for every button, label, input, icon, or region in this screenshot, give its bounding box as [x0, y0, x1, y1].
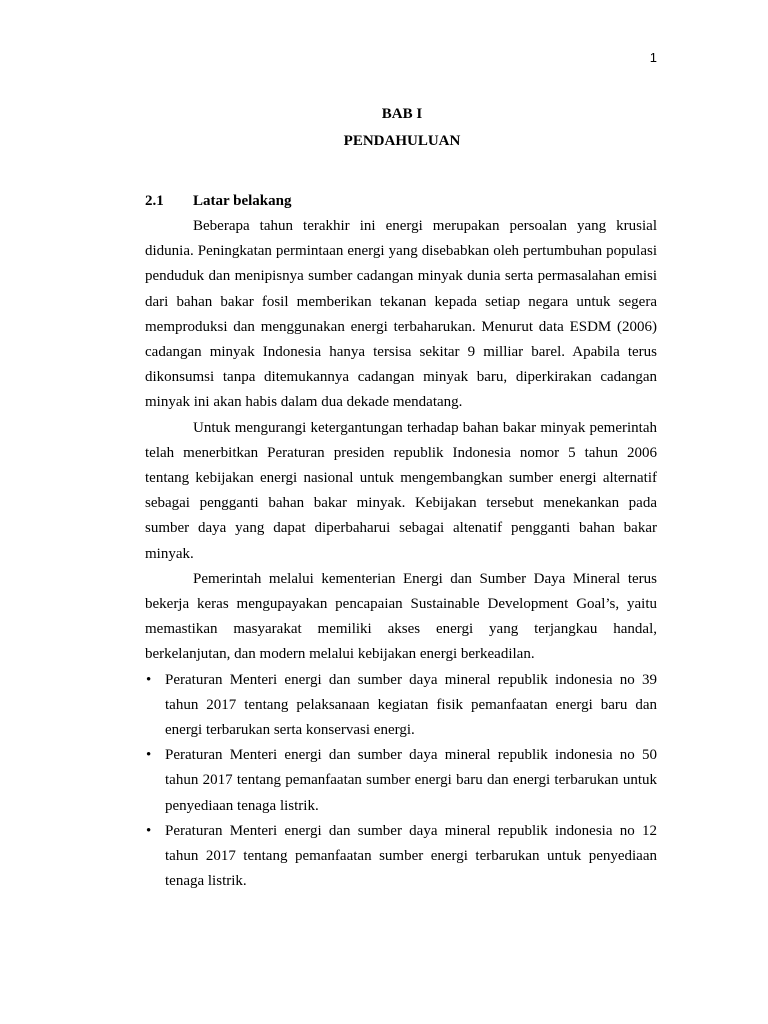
page-number: 1 — [649, 50, 657, 65]
list-item — [145, 819, 657, 895]
chapter-number: BAB I — [381, 106, 423, 122]
bullet-icon: • — [146, 671, 152, 688]
list-item-text: Peraturan Menteri energi dan sumber daya mineral republik indonesia no 12 tahun 2017 tentang pemanfaatan sumber energi terbarukan untuk penyediaan tenaga listrik. — [165, 822, 657, 890]
list-item — [145, 743, 657, 819]
paragraph: Beberapa tahun terakhir ini energi merupakan persoalan yang krusial didunia. Peningkatan permintaan energi yang disebabkan oleh pertumbuhan populasi penduduk dan menipisnya sumber cadangan minyak dunia serta permasalahan emisi dari bahan bakar fosil memberikan tekanan kepada setiap negara untuk segera memproduksi dan menggunakan energi terbaharukan. Menurut data ESDM (2006) cadangan minyak Indonesia hanya tersisa sekitar 9 milliar barel. Apabila terus dikonsumsi tanpa ditemukannya cadangan minyak baru, diperkirakan cadangan minyak ini akan habis dalam dua dekade mendatang. — [145, 218, 657, 411]
body-text — [145, 214, 657, 894]
section-heading — [145, 189, 292, 214]
paragraph: Untuk mengurangi ketergantungan terhadap bahan bakar minyak pemerintah telah menerbitkan Peraturan presiden republik Indonesia nomor 5 tahun 2006 tentang kebijakan energi nasional untuk mengembangkan sumber energi alternatif sebagai pengganti bahan bakar minyak. Kebijakan tersebut menekankan pada sumber daya yang dapat diperbaharui sebagai altenatif pengganti bahan bakar minyak. — [145, 419, 657, 562]
chapter-heading — [0, 101, 768, 155]
paragraph: Pemerintah melalui kementerian Energi dan Sumber Daya Mineral terus bekerja keras mengupayakan pencapaian Sustainable Development Goal’s, yaitu memastikan masyarakat memiliki akses energi yang terjangkau handal, berkelanjutan, dan modern melalui kebijakan energi berkeadilan. — [145, 570, 657, 663]
section-number: 2.1 — [145, 193, 164, 209]
section-title: Latar belakang — [193, 193, 292, 209]
list-item-text: Peraturan Menteri energi dan sumber daya mineral republik indonesia no 50 tahun 2017 tentang pemanfaatan sumber energi baru dan energi terbarukan untuk penyediaan tenaga listrik. — [165, 747, 657, 814]
bullet-icon: • — [146, 822, 152, 839]
list-item-text: Peraturan Menteri energi dan sumber daya mineral republik indonesia no 39 tahun 2017 tentang pelaksanaan kegiatan fisik pemanfaatan energi baru dan energi terbarukan serta konservasi energi. — [165, 671, 657, 739]
regulation-list — [145, 668, 657, 895]
bullet-icon: • — [146, 747, 152, 764]
chapter-title: PENDAHULUAN — [343, 133, 461, 149]
list-item — [145, 668, 657, 744]
